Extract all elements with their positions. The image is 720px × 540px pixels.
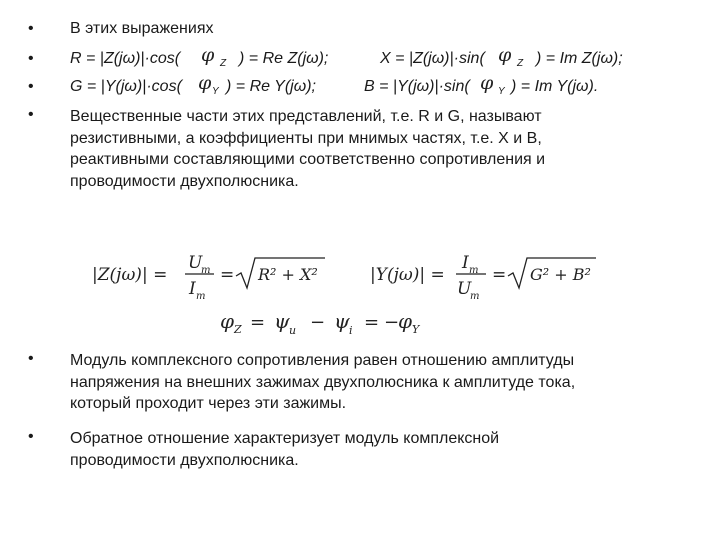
numerator-subscript: m <box>469 265 479 276</box>
minus-sign: − <box>310 312 326 333</box>
paragraph-impedance-modulus <box>70 350 575 415</box>
psi-subscript: u <box>289 324 297 337</box>
equals-sign: = <box>220 265 235 285</box>
paragraph-line: проводимости двухполюсника. <box>70 172 299 190</box>
equals-sign: = <box>250 312 266 333</box>
r-formula-part1: R = |Z(jω)|·cos( <box>70 50 181 67</box>
phi-symbol: φ <box>220 309 235 333</box>
numerator-subscript: m <box>201 265 211 276</box>
paragraph-line: который проходит через эти зажимы. <box>70 395 347 412</box>
psi-subscript: i <box>349 324 353 337</box>
paragraph-line: напряжения на внешних зажимах двухполюсника к амплитуде тока, <box>70 373 576 391</box>
paragraph-line: реактивными составляющими соответственно сопротивления и <box>70 151 546 168</box>
bullet: • <box>28 20 34 37</box>
fraction-numerator: I <box>462 253 469 273</box>
bullet: • <box>28 350 34 367</box>
x-formula-part2: ) = Im Z(jω); <box>536 50 623 67</box>
fraction-denominator: I <box>189 279 196 299</box>
phi-symbol: φ <box>201 44 215 66</box>
paragraph-line: Вещественные части этих представлений, т.е. R и G, называют <box>70 108 542 125</box>
b-formula-part1: B = |Y(jω)|·sin( <box>364 78 470 95</box>
phi-symbol: φ <box>498 44 512 66</box>
fraction-numerator: U <box>188 253 203 273</box>
fraction-denominator: U <box>457 279 472 299</box>
g-formula-part2: ) = Re Y(jω); <box>226 78 316 95</box>
phi-symbol: φ <box>480 72 494 94</box>
formula-lhs: |Y(jω)| = <box>370 265 445 285</box>
sqrt-argument: R² + X² <box>258 265 318 284</box>
b-formula-part2: ) = Im Y(jω). <box>511 78 599 95</box>
psi-symbol: ψ <box>274 309 290 333</box>
phi-symbol: φ <box>398 309 413 333</box>
denominator-subscript: m <box>196 291 206 302</box>
negation-sign: − <box>384 312 400 333</box>
impedance-modulus-formula <box>90 244 330 304</box>
denominator-subscript: m <box>470 291 480 302</box>
phi-symbol: φ <box>198 72 212 94</box>
psi-symbol: ψ <box>334 309 350 333</box>
phi-subscript: Z <box>220 58 227 69</box>
paragraph-line: резистивными, а коэффициенты при мнимых частях, т.е. X и B, <box>70 129 542 147</box>
bullet: • <box>28 50 34 67</box>
paragraph-definition <box>70 106 545 192</box>
bullet: • <box>28 106 34 123</box>
g-formula-part1: G = |Y(jω)|·cos( <box>70 78 182 95</box>
phi-subscript: Y <box>212 86 219 97</box>
bullet: • <box>28 78 34 95</box>
paragraph-line: Обратное отношение характеризует модуль комплексной <box>70 430 500 447</box>
phi-subscript: Y <box>498 86 505 97</box>
paragraph-line: Модуль комплексного сопротивления равен отношению амплитуды <box>70 352 575 369</box>
paragraph-line: проводимости двухполюсника. <box>70 451 299 469</box>
phi-subscript: Y <box>412 323 420 336</box>
x-formula-part1: X = |Z(jω)|·sin( <box>380 50 485 67</box>
r-formula-part2: ) = Re Z(jω); <box>239 50 329 67</box>
phi-subscript: Z <box>234 323 242 336</box>
bullet: • <box>28 428 34 445</box>
equals-sign: = <box>492 265 507 285</box>
sqrt-argument: G² + B² <box>530 265 591 284</box>
paragraph-admittance-modulus <box>70 428 499 471</box>
phi-subscript: Z <box>517 58 524 69</box>
phase-formula <box>218 304 458 340</box>
admittance-modulus-formula <box>368 244 608 304</box>
intro-text: В этих выражениях <box>70 20 214 37</box>
formula-lhs: |Z(jω)| = <box>92 265 168 285</box>
equals-sign: = <box>364 312 380 333</box>
